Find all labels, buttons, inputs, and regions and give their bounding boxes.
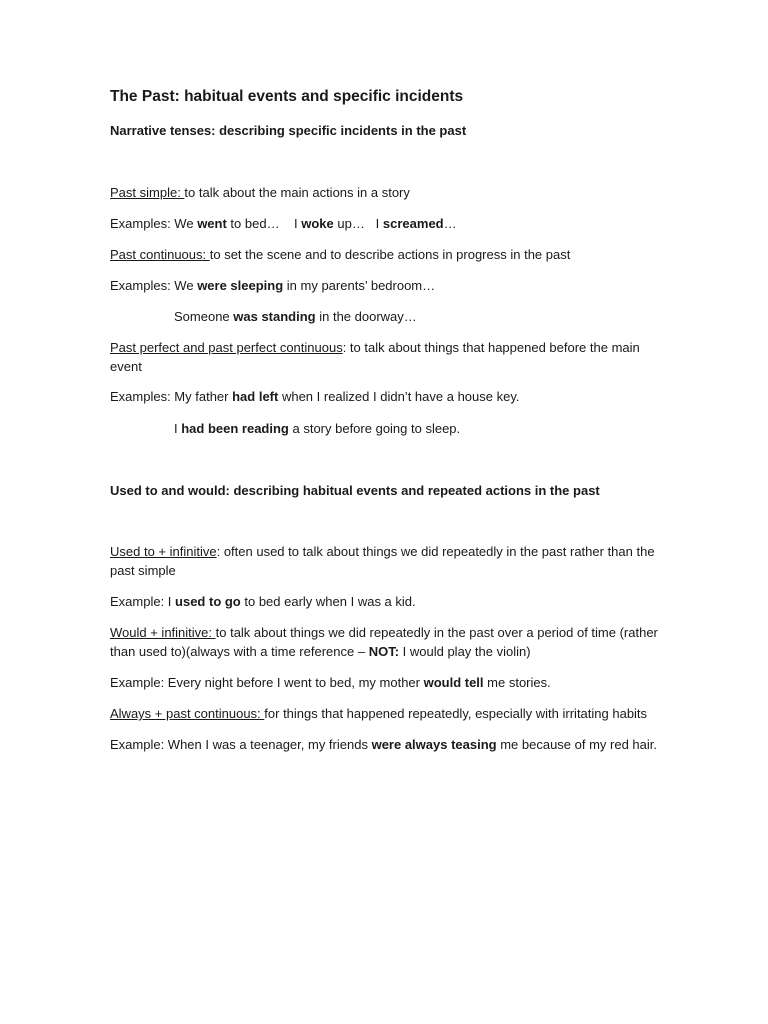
would-not-label: NOT: <box>368 644 400 659</box>
always-example <box>110 735 670 754</box>
example-bold: was standing <box>233 309 316 324</box>
used-to-example <box>110 592 670 611</box>
would-definition <box>110 623 665 661</box>
example-bold: would tell <box>423 675 484 690</box>
would-text: to talk about things we did repeatedly in the past over a period of time (rather than used to)(always with a time reference – <box>110 625 658 659</box>
example-bold: went <box>197 216 227 231</box>
example-text: Someone <box>174 309 234 324</box>
used-to-label: Used to + infinitive <box>110 544 217 559</box>
habitual-heading: Used to and would: describing habitual events and repeated actions in the past <box>110 483 600 498</box>
past-simple-label: Past simple: <box>110 185 185 200</box>
past-perfect-text: : to talk about things that happened before the main event <box>110 340 640 374</box>
example-text: in the doorway… <box>315 309 417 324</box>
past-perfect-definition <box>110 338 665 376</box>
example-text: Example: I <box>110 594 176 609</box>
always-label: Always + past continuous: <box>110 706 265 721</box>
example-text: Examples: My father <box>110 389 233 404</box>
past-simple-example <box>110 214 670 233</box>
past-perfect-example-2 <box>174 419 734 438</box>
example-bold: were sleeping <box>197 278 284 293</box>
example-text: Example: When I was a teenager, my friends <box>110 737 372 752</box>
past-simple-definition <box>110 183 670 202</box>
example-text: me because of my red hair. <box>496 737 658 752</box>
example-text: in my parents’ bedroom… <box>283 278 436 293</box>
example-text: me stories. <box>483 675 551 690</box>
example-text: to bed… I <box>226 216 302 231</box>
used-to-text: : often used to talk about things we did repeatedly in the past rather than the past simple <box>110 544 655 578</box>
past-continuous-text: to set the scene and to describe actions in progress in the past <box>209 247 571 262</box>
always-definition <box>110 704 670 723</box>
past-continuous-example-2 <box>174 307 734 326</box>
example-bold: were always teasing <box>371 737 497 752</box>
example-bold: used to go <box>175 594 241 609</box>
would-example <box>110 673 670 692</box>
past-continuous-example <box>110 276 670 295</box>
example-bold: woke <box>301 216 334 231</box>
example-text: Example: Every night before I went to bed, my mother <box>110 675 424 690</box>
example-text: a story before going to sleep. <box>288 421 461 436</box>
example-bold: had been reading <box>181 421 289 436</box>
past-continuous-definition <box>110 245 670 264</box>
example-text: … <box>443 216 457 231</box>
example-text: to bed early when I was a kid. <box>240 594 416 609</box>
example-bold: had left <box>232 389 279 404</box>
would-label: Would + infinitive: <box>110 625 216 640</box>
example-text: when I realized I didn’t have a house key. <box>278 389 520 404</box>
past-continuous-label: Past continuous: <box>110 247 210 262</box>
would-text-2: I would play the violin) <box>399 644 531 659</box>
past-simple-text: to talk about the main actions in a story <box>184 185 410 200</box>
narrative-heading: Narrative tenses: describing specific incidents in the past <box>110 123 467 138</box>
page-title: The Past: habitual events and specific incidents <box>110 88 464 105</box>
past-perfect-label: Past perfect and past perfect continuous <box>110 340 343 355</box>
example-bold: screamed <box>382 216 444 231</box>
past-perfect-example <box>110 387 670 406</box>
always-text: for things that happened repeatedly, especially with irritating habits <box>264 706 648 721</box>
example-text: up… I <box>333 216 383 231</box>
example-text: I <box>174 421 182 436</box>
example-text: Examples: We <box>110 216 198 231</box>
example-text: Examples: We <box>110 278 198 293</box>
used-to-definition <box>110 542 665 580</box>
